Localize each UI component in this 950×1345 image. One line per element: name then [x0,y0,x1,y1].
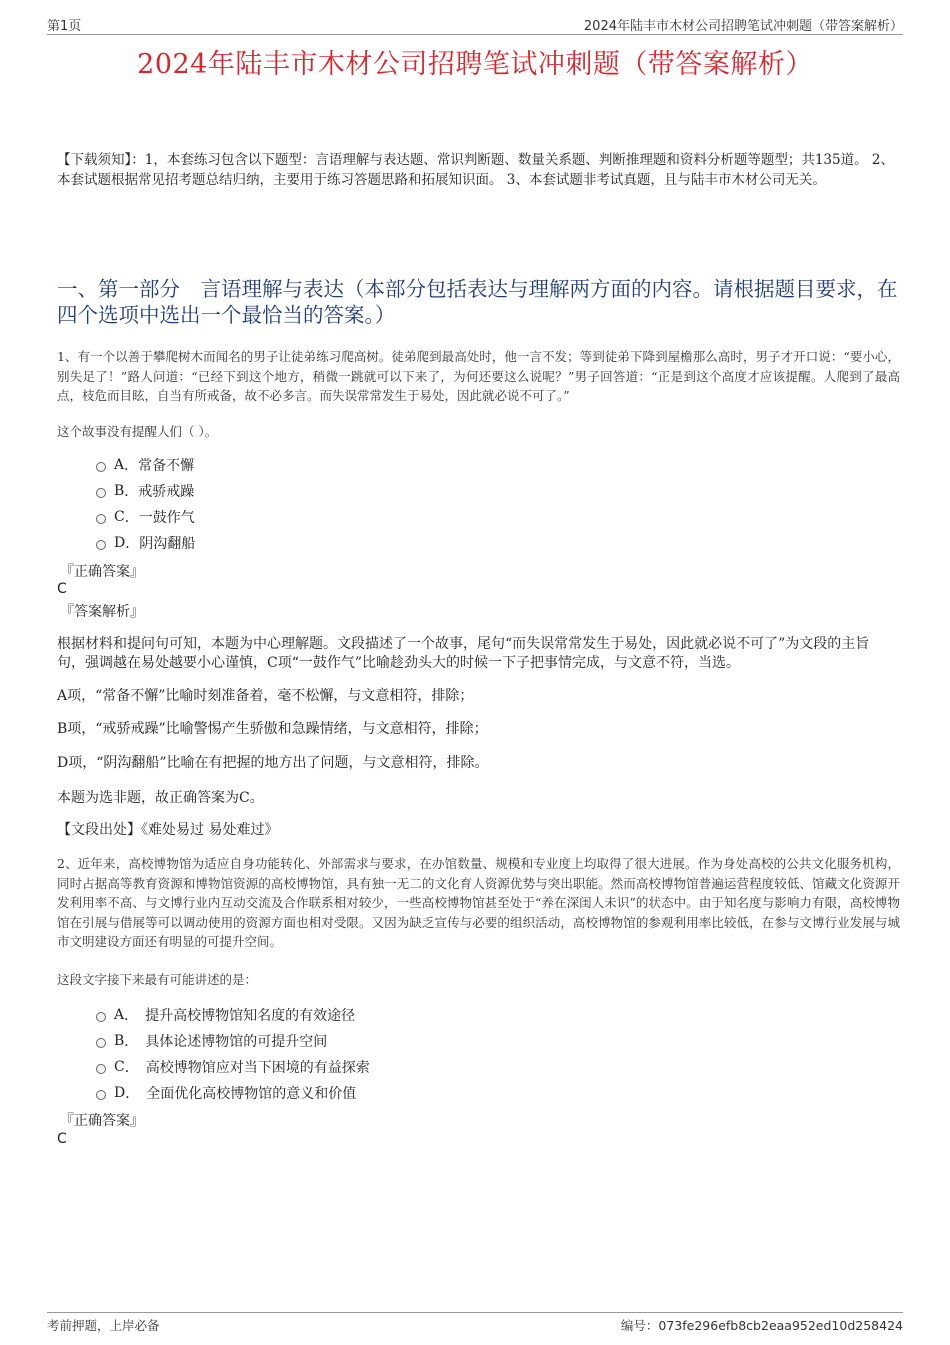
option-key: D [114,1085,126,1101]
radio-icon[interactable] [96,488,106,498]
option-key: B [114,1033,125,1049]
analysis-label: 『答案解析』 [60,604,144,620]
analysis-text: B项，“戒骄戒躁”比喻警惕产生骄傲和急躁情绪，与文意相符，排除； [57,721,488,737]
page-header [47,14,903,35]
answer-label: 『正确答案』 [60,564,144,580]
question-1-text: 1、有一个以善于攀爬树木而闻名的男子让徒弟练习爬高树。徒弟爬到最高处时，他一言不发；等到徒弟下降到屋檐那么高时，男子才开口说：“要小心，别失足了！”路人问道：“已经下到这个地方，稍微一跳就可以下来了，为何还要这么说呢？”男子回答道：“正是到这个高度才应该提醒。人爬到了最高点，枝危而目眩，自当有所戒备，故不必多言。而失误常常发生于易处，因此就必说不可了。” [57,349,900,403]
analysis-paragraph [57,720,885,739]
option-text: 戒骄戒躁 [138,484,195,500]
code-label: 编号： [620,1318,659,1333]
analysis-text: A项，“常备不懈”比喻时刻准备着，毫不松懈，与文意相符，排除； [57,688,474,704]
option-key: A [114,457,125,473]
footer-slogan: 考前押题，上岸必备 [47,1318,160,1333]
option-text: 全面优化高校博物馆的意义和价值 [146,1086,357,1102]
question-2-text: 2、近年来，高校博物馆为适应自身功能转化、外部需求与要求，在办馆数量、规模和专业度上均取得了很大进展。作为身处高校的公共文化服务机构，同时占据高等教育资源和博物馆资源的高校博物馆，具有独一无二的文化育人资源优势与突出职能。然而高校博物馆普遍运营程度较低、馆藏文化资源开发利用率不高、与文博行业内互动交流及合作联系相对较少，一些高校博物馆甚至处于“养在深闺人未识”的状态中。由于知名度与影响力有限，高校博物馆在引展与借展等可以调动使用的资源方面也相对受限。又因为缺乏宣传与必要的组织活动，高校博物馆的参观利用率比较低，在参与文博行业发展与城市文明建设方面还有明显的可提升空间。 [57,856,900,949]
option-key: B [114,483,125,499]
header-doc-title: 2024年陆丰市木材公司招聘笔试冲刺题（带答案解析） [583,19,903,34]
option-key: A [114,1007,125,1023]
radio-icon[interactable] [96,462,106,472]
option-a[interactable]: A ． 常备不懈 [96,452,195,478]
analysis-text: 【文段出处】《难处易过 易处难过》 [57,822,279,838]
radio-icon[interactable] [96,1038,106,1048]
option-text: 高校博物馆应对当下困境的有益探索 [145,1060,370,1076]
radio-icon[interactable] [96,1090,106,1100]
analysis-text: 本题为选非题，故正确答案为C。 [57,790,264,806]
option-text: 一鼓作气 [138,510,195,526]
answer-value: C [57,1131,67,1147]
analysis-text: D项，“阴沟翻船”比喻在有把握的地方出了问题，与文意相符，排除。 [57,755,489,771]
radio-icon[interactable] [96,1064,106,1074]
analysis-paragraph [57,754,885,773]
analysis-text: 根据材料和提问句可知，本题为中心理解题。文段描述了一个故事，尾句“而失误常常发生于易处，因此就必说不可了”为文段的主旨句，强调越在易处越要小心谨慎，C项“一鼓作气”比喻趁劲头大的时候一下子把事情完成，与文意不符，当选。 [57,636,870,671]
radio-icon[interactable] [96,540,106,550]
download-notice: 【下载须知】：1，本套练习包含以下题型：言语理解与表达题、常识判断题、数量关系题、判断推理题和资料分析题等题型；共135道。 2、本套试题根据常见招考题总结归纳，主要用于练习答题思路和拓展知识面。 3、本套试题非考试真题，且与陆丰市木材公司无关。 [57,152,894,188]
option-text: 提升高校博物馆知名度的有效途径 [145,1008,356,1024]
option-key: C [114,509,125,525]
section-title: 一、第一部分 言语理解与表达（本部分包括表达与理解两方面的内容。请根据题目要求，在四个选项中选出一个最恰当的答案。） [57,277,898,327]
option-text: 阴沟翻船 [139,536,196,552]
answer-label: 『正确答案』 [60,1113,144,1129]
radio-icon[interactable] [96,514,106,524]
source-citation [57,821,885,840]
question-2-prompt: 这段文字接下来最有可能讲述的是： [57,972,258,987]
analysis-paragraph [57,687,885,706]
code-value: 073fe296efb8cb2eaa952ed10d258424 [658,1318,903,1333]
option-key: C [114,1059,125,1075]
option-text: 常备不懈 [138,458,195,474]
question-1-prompt: 这个故事没有提醒人们（ ）。 [57,424,218,439]
option-d[interactable]: D ． 阴沟翻船 [96,530,195,556]
answer-value: C [57,581,67,597]
page-footer [47,1312,903,1335]
analysis-paragraph [57,789,885,808]
option-text: 具体论述博物馆的可提升空间 [145,1034,328,1050]
document-title: 2024年陆丰市木材公司招聘笔试冲刺题（带答案解析） [137,49,813,80]
footer-code [621,1316,903,1334]
option-key: D [114,535,126,551]
option-c[interactable]: C ． 高校博物馆应对当下困境的有益探索 [96,1054,370,1080]
page-number: 第1页 [47,19,82,34]
option-a[interactable]: A ． 提升高校博物馆知名度的有效途径 [96,1002,370,1028]
option-c[interactable]: C ． 一鼓作气 [96,504,195,530]
radio-icon[interactable] [96,1012,106,1022]
option-b[interactable]: B ． 具体论述博物馆的可提升空间 [96,1028,370,1054]
question-2-options [96,1002,370,1106]
option-b[interactable]: B ． 戒骄戒躁 [96,478,195,504]
analysis-paragraph [57,635,885,673]
option-d[interactable]: D ． 全面优化高校博物馆的意义和价值 [96,1080,370,1106]
question-1-options [96,452,195,556]
